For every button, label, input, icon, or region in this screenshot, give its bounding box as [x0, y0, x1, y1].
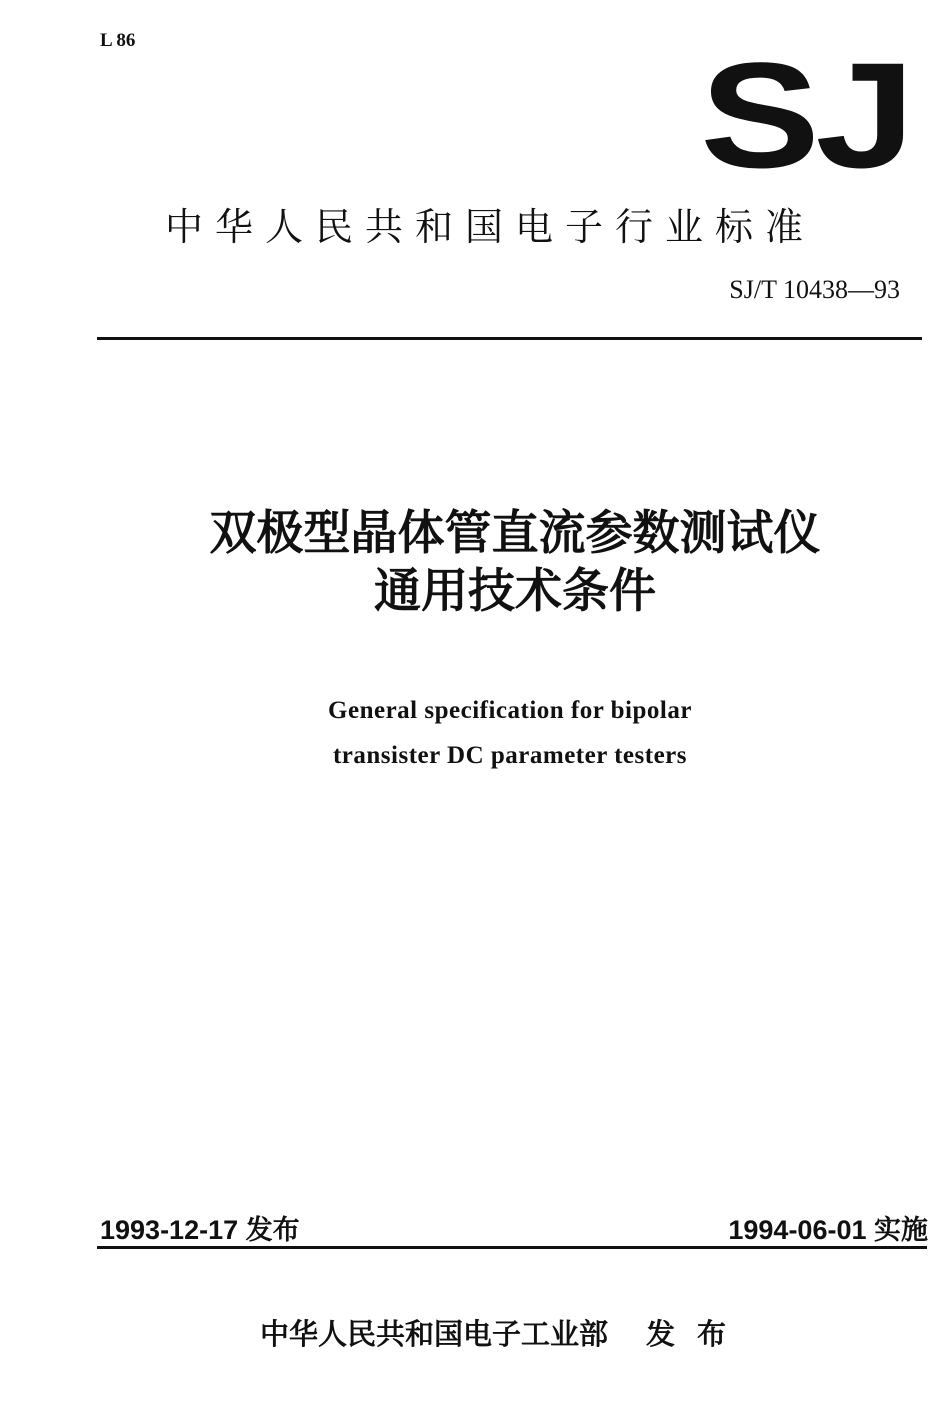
bottom-divider	[97, 1246, 927, 1249]
english-title-line-1: General specification for bipolar	[328, 697, 692, 724]
chinese-title	[100, 505, 930, 621]
publish-word-2: 布	[697, 1317, 727, 1351]
issuer-title: 中华人民共和国电子行业标准	[165, 205, 816, 249]
english-title	[210, 688, 810, 778]
sj-logo: SJ	[700, 31, 911, 199]
implementation-date: 1994-06-01 实施	[728, 1215, 928, 1245]
standard-number: SJ/T 10438—93	[729, 275, 900, 304]
classification-code: L 86	[100, 30, 136, 51]
chinese-title-line-2: 通用技术条件	[374, 564, 656, 619]
publisher-line	[260, 1312, 726, 1353]
english-title-line-2: transister DC parameter testers	[332, 742, 688, 769]
issue-date: 1993-12-17 发布	[100, 1215, 300, 1245]
chinese-title-line-1: 双极型晶体管直流参数测试仪	[209, 506, 821, 561]
publish-word-1: 发	[646, 1317, 676, 1351]
top-divider	[97, 337, 922, 340]
publisher-name: 中华人民共和国电子工业部	[260, 1317, 609, 1351]
